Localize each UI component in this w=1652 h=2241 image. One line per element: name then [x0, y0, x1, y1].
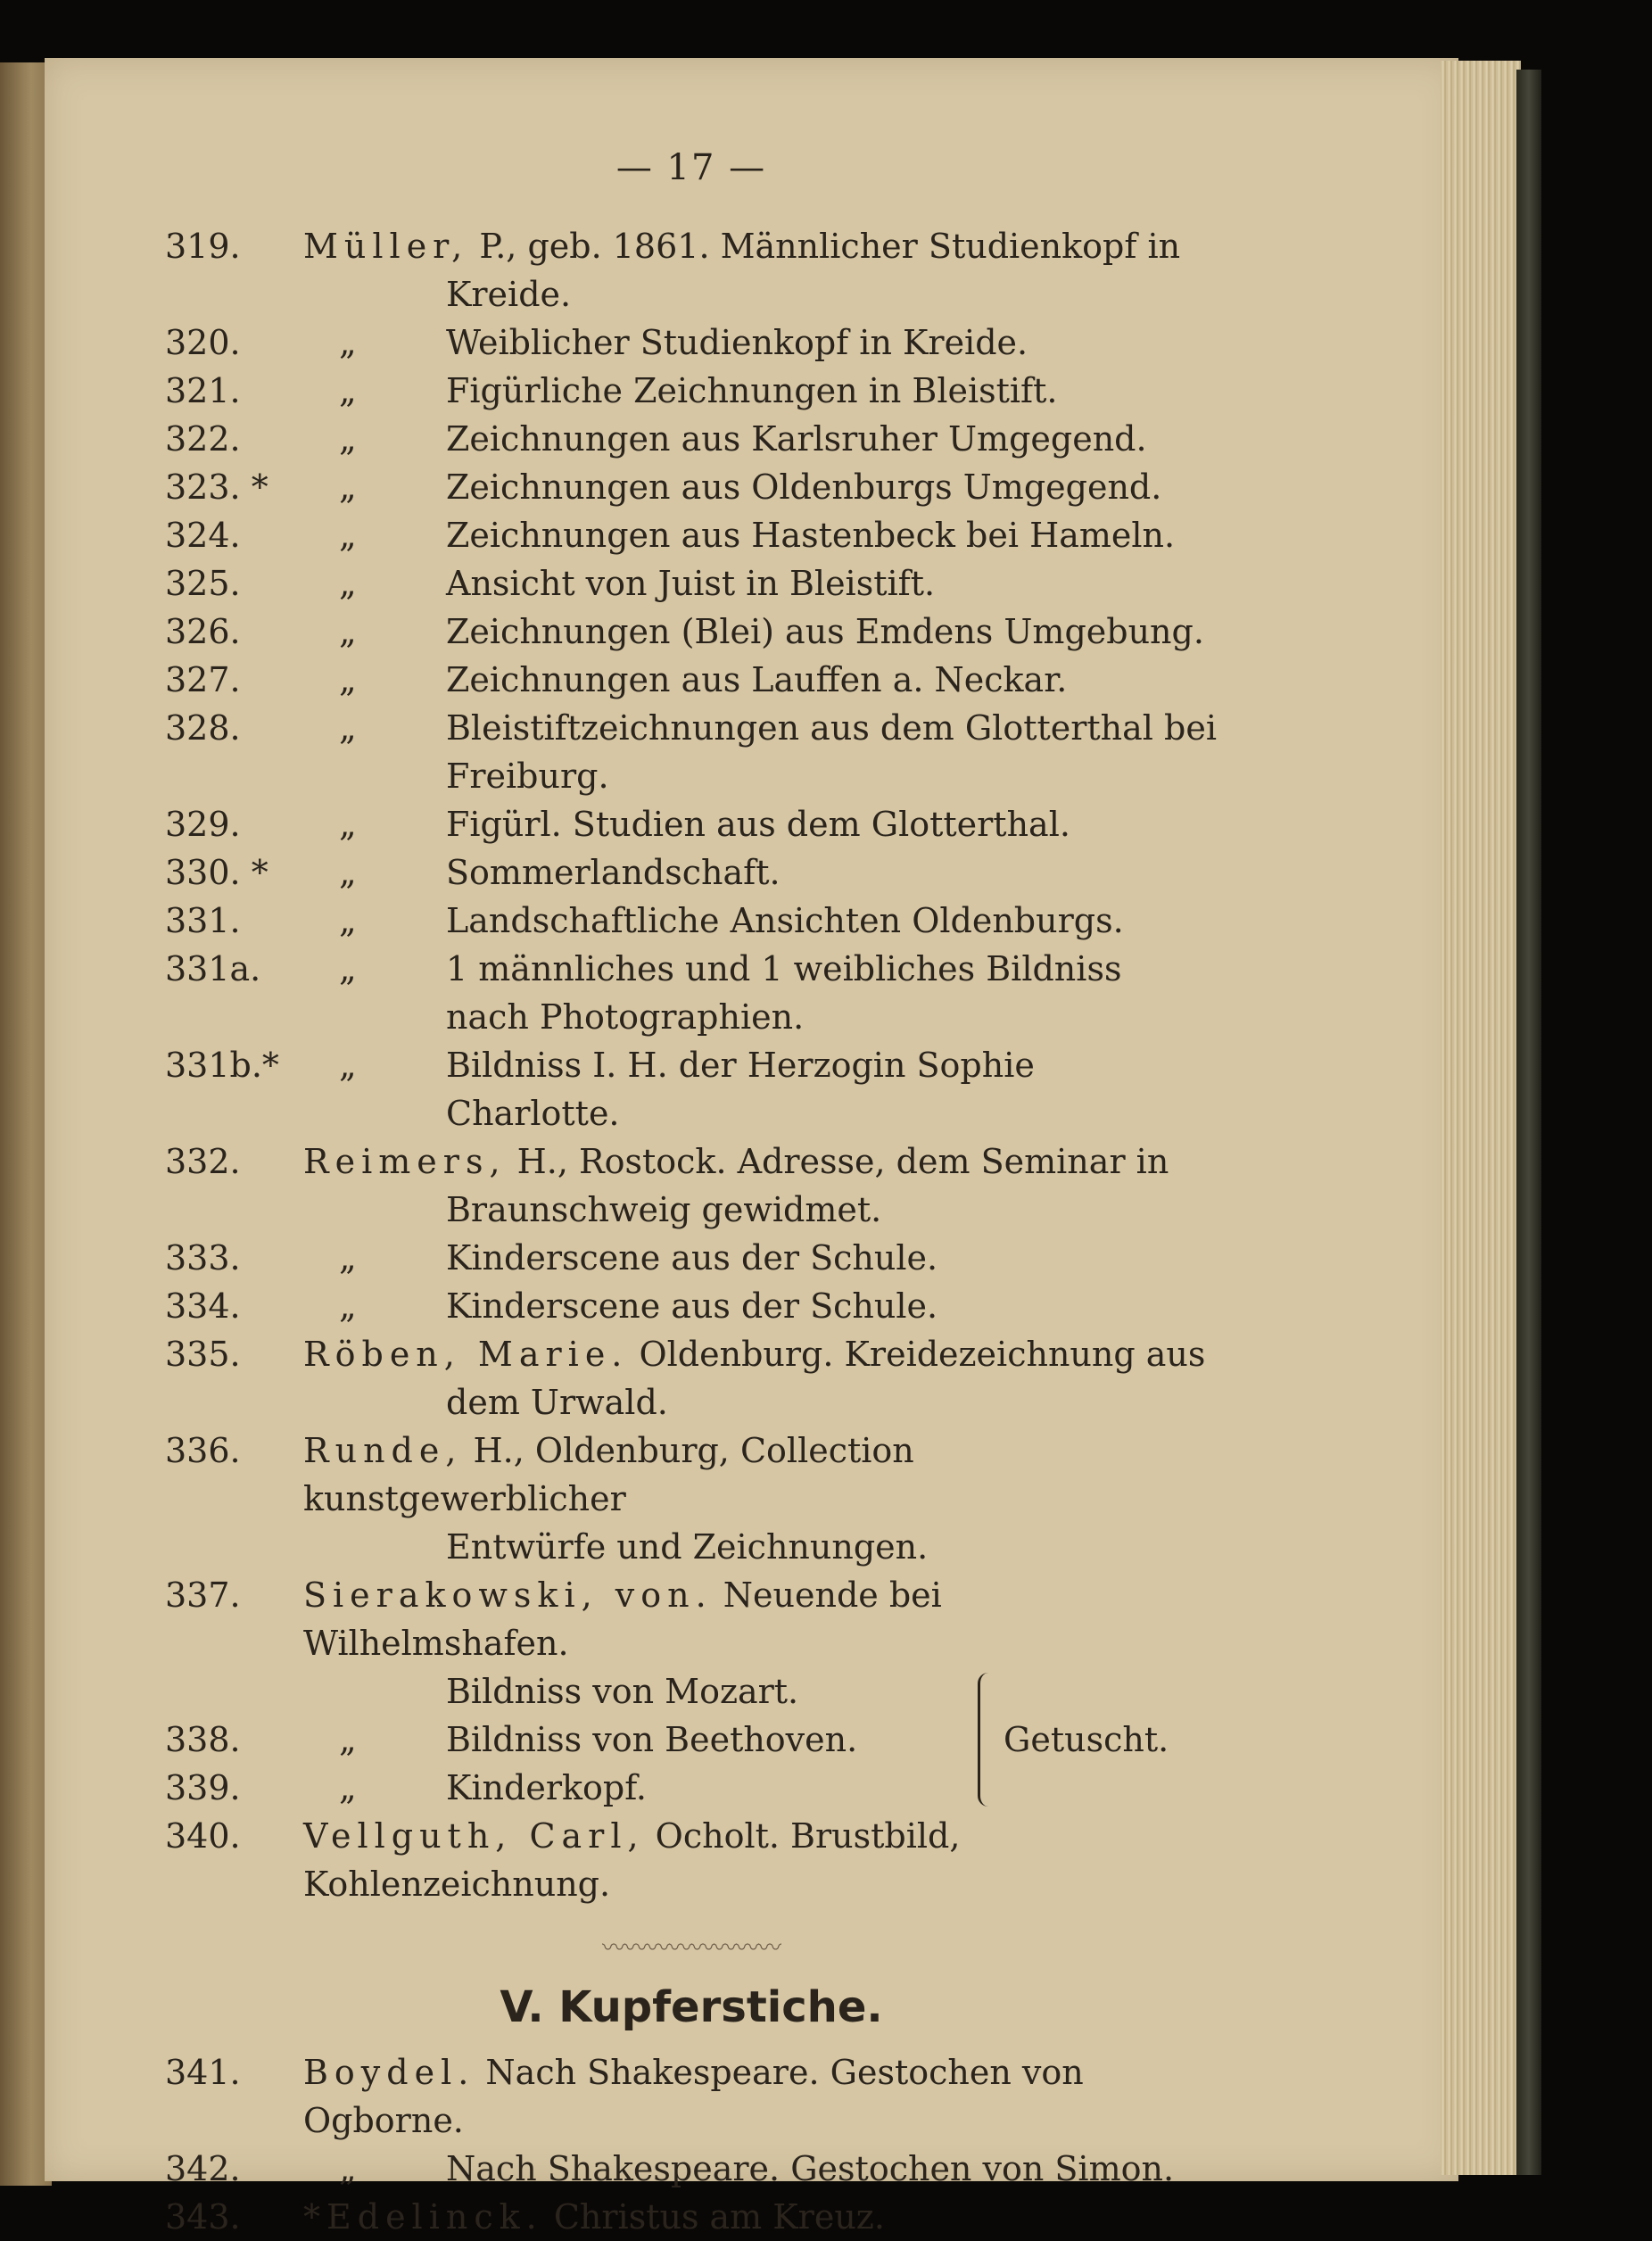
entry-text: [303, 1330, 1218, 1378]
catalog-entry: [165, 511, 1218, 559]
entry-continuation: nach Photographien.: [446, 997, 805, 1037]
entry-number: 325.: [165, 564, 241, 603]
book-cover-edge: [1516, 70, 1541, 2175]
entry-number: 339.: [165, 1768, 241, 1807]
curly-brace: [978, 1673, 995, 1807]
catalog-entry: [165, 559, 1218, 608]
artist-name: Vellguth, Carl,: [303, 1816, 645, 1856]
artist-name: Müller,: [303, 227, 469, 266]
entry-text: Landschaftliche Ansichten Oldenburgs.: [446, 901, 1124, 940]
entry-number: [165, 1667, 303, 1716]
artist-name: Boydel.: [303, 2053, 475, 2092]
catalog-entry: [165, 1667, 995, 1716]
entry-number: 331.: [165, 901, 241, 940]
entry-description: Neuende bei Wilhelmshafen.: [303, 1575, 942, 1663]
entry-text: 1 männliches und 1 weibliches Bildniss: [446, 949, 1122, 988]
entry-number: 331b.*: [165, 1046, 279, 1085]
entry-continuation: Entwürfe und Zeichnungen.: [446, 1527, 929, 1567]
ditto-mark: „: [339, 467, 357, 507]
artist-name: Reimers,: [303, 1142, 507, 1181]
entry-text: [303, 1571, 1218, 1667]
catalog-entry: [165, 222, 1218, 270]
ditto-mark: „: [339, 2149, 357, 2188]
entry-text: Bildniss I. H. der Herzogin Sophie Charlotte.: [446, 1046, 1035, 1133]
entry-number: 331a.: [165, 949, 261, 988]
catalog-entry: [165, 656, 1218, 704]
braced-lines: [165, 1667, 995, 1812]
entry-text: Bleistiftzeichnungen aus dem Glotterthal bei: [446, 708, 1217, 748]
catalog-entry: [165, 1041, 1218, 1137]
entry-text: Zeichnungen (Blei) aus Emdens Umgebung.: [446, 612, 1204, 651]
entry-description: H., Oldenburg, Collection kunstgewerblicher: [303, 1431, 914, 1518]
catalog-entry: [165, 897, 1218, 945]
entry-text: Zeichnungen aus Oldenburgs Umgegend.: [446, 467, 1162, 507]
artist-name: Röben, Marie.: [303, 1335, 629, 1374]
catalog-entry: [165, 2145, 1218, 2193]
catalog-entry: [165, 1571, 1218, 1667]
ditto-mark: „: [339, 323, 357, 362]
ditto-mark: „: [339, 901, 357, 940]
catalog-entry: [165, 1426, 1218, 1523]
ditto-mark: „: [339, 419, 357, 459]
entry-number: 338.: [165, 1720, 241, 1759]
catalog-entry: [165, 1137, 1218, 1186]
entry-continuation: Kreide.: [446, 275, 572, 314]
entry-number: 341.: [165, 2053, 241, 2092]
entry-continuation: Braunschweig gewidmet.: [446, 1190, 882, 1229]
entry-description: Christus am Kreuz.: [553, 2197, 885, 2237]
ditto-mark: „: [339, 853, 357, 892]
entry-number: 332.: [165, 1142, 241, 1181]
entry-number: 319.: [165, 227, 241, 266]
catalog-entry: [165, 367, 1218, 415]
entry-text: Zeichnungen aus Hastenbeck bei Hameln.: [446, 516, 1176, 555]
entry-continuation: dem Urwald.: [446, 1383, 668, 1422]
entry-number: 327.: [165, 660, 241, 699]
entry-number: 336.: [165, 1431, 241, 1470]
entry-text: [303, 222, 1218, 270]
catalog-entry: [165, 945, 1218, 993]
entry-text: Kinderscene aus der Schule.: [446, 1286, 938, 1326]
ditto-mark: [303, 1667, 446, 1716]
catalog-entry: [165, 704, 1218, 752]
section-title: V. Kupferstiche.: [500, 1982, 883, 2032]
catalog-entry: [165, 1282, 1218, 1330]
entry-text: Kinderscene aus der Schule.: [446, 1238, 938, 1278]
entry-number: 329.: [165, 805, 241, 844]
entry-description: Oldenburg. Kreidezeichnung aus: [639, 1335, 1206, 1374]
entry-number: 328.: [165, 708, 241, 748]
entry-text: [303, 2048, 1218, 2145]
entry-text: Weiblicher Studienkopf in Kreide.: [446, 323, 1028, 362]
entry-number: 343.: [165, 2197, 241, 2237]
entry-number: 340.: [165, 1816, 241, 1856]
ditto-mark: „: [339, 1238, 357, 1278]
entry-text: Figürliche Zeichnungen in Bleistift.: [446, 371, 1058, 410]
entry-text: Nach Shakespeare. Gestochen von Simon.: [446, 2149, 1175, 2188]
entry-number: 323. *: [165, 467, 268, 507]
entry-text: [303, 1426, 1218, 1523]
entry-number: 322.: [165, 419, 241, 459]
entry-text: Bildniss von Beethoven.: [446, 1720, 858, 1759]
catalog-entry: [165, 1716, 995, 1764]
page-stack-edges: [1441, 61, 1521, 2175]
entry-number: 335.: [165, 1335, 241, 1374]
entry-text: Kinderkopf.: [446, 1768, 648, 1807]
catalog-entry: [165, 1330, 1218, 1378]
artist-name: Runde,: [303, 1431, 463, 1470]
entry-description: Ocholt. Brustbild, Kohlenzeichnung.: [303, 1816, 961, 1904]
page-content: [165, 147, 1218, 2241]
entry-number: 337.: [165, 1575, 241, 1615]
entry-number: 321.: [165, 371, 241, 410]
catalog-entry: [165, 318, 1218, 367]
catalog-entry: [165, 2193, 1218, 2241]
entry-number: 334.: [165, 1286, 241, 1326]
entry-text: [303, 1812, 1218, 1908]
catalog-entry: [165, 415, 1218, 463]
catalog-entry: [165, 1812, 1218, 1908]
entry-continuation: Freiburg.: [446, 757, 609, 796]
ditto-mark: „: [339, 371, 357, 410]
ditto-mark: „: [339, 660, 357, 699]
ditto-mark: „: [339, 949, 357, 988]
ditto-mark: „: [339, 612, 357, 651]
page-number: — 17 —: [615, 147, 767, 188]
entry-description: H., Rostock. Adresse, dem Seminar in: [516, 1142, 1169, 1181]
entry-text: Zeichnungen aus Lauffen a. Neckar.: [446, 660, 1068, 699]
entry-number: 326.: [165, 612, 241, 651]
catalog-entry: [165, 463, 1218, 511]
catalog-entry: [165, 1234, 1218, 1282]
brace-label: Getuscht.: [1004, 1720, 1169, 1759]
ditto-mark: „: [339, 1286, 357, 1326]
entry-number: 320.: [165, 323, 241, 362]
entry-text: Figürl. Studien aus dem Glotterthal.: [446, 805, 1070, 844]
artist-name: Sierakowski, von.: [303, 1575, 713, 1615]
catalog-entry: [165, 800, 1218, 848]
ditto-mark: „: [339, 564, 357, 603]
ditto-mark: „: [339, 1768, 357, 1807]
entry-number: 330. *: [165, 853, 268, 892]
ditto-mark: „: [339, 708, 357, 748]
ditto-mark: „: [339, 1720, 357, 1759]
braced-entries: [165, 1667, 1218, 1812]
ditto-mark: „: [339, 1046, 357, 1085]
catalog-entry: [165, 608, 1218, 656]
ditto-mark: „: [339, 516, 357, 555]
artist-name: *Edelinck.: [303, 2197, 543, 2237]
catalog-entry: [165, 2048, 1218, 2145]
entry-number: 324.: [165, 516, 241, 555]
entry-description: Nach Shakespeare. Gestochen von Ogborne.: [303, 2053, 1084, 2140]
catalog-entry: [165, 848, 1218, 897]
entry-text: Bildniss von Mozart.: [446, 1672, 799, 1711]
catalog-entry: [165, 1764, 995, 1812]
ditto-mark: „: [339, 805, 357, 844]
entry-text: [303, 2193, 1218, 2241]
entry-number: 333.: [165, 1238, 241, 1278]
entry-text: [303, 1137, 1218, 1186]
entry-text: Zeichnungen aus Karlsruher Umgegend.: [446, 419, 1147, 459]
ornament-divider: 〰〰〰〰〰〰〰〰: [601, 1935, 781, 1962]
entry-text: Sommerlandschaft.: [446, 853, 781, 892]
entry-description: P., geb. 1861. Männlicher Studienkopf in: [479, 227, 1181, 266]
entry-text: Ansicht von Juist in Bleistift.: [446, 564, 936, 603]
entry-number: 342.: [165, 2149, 241, 2188]
